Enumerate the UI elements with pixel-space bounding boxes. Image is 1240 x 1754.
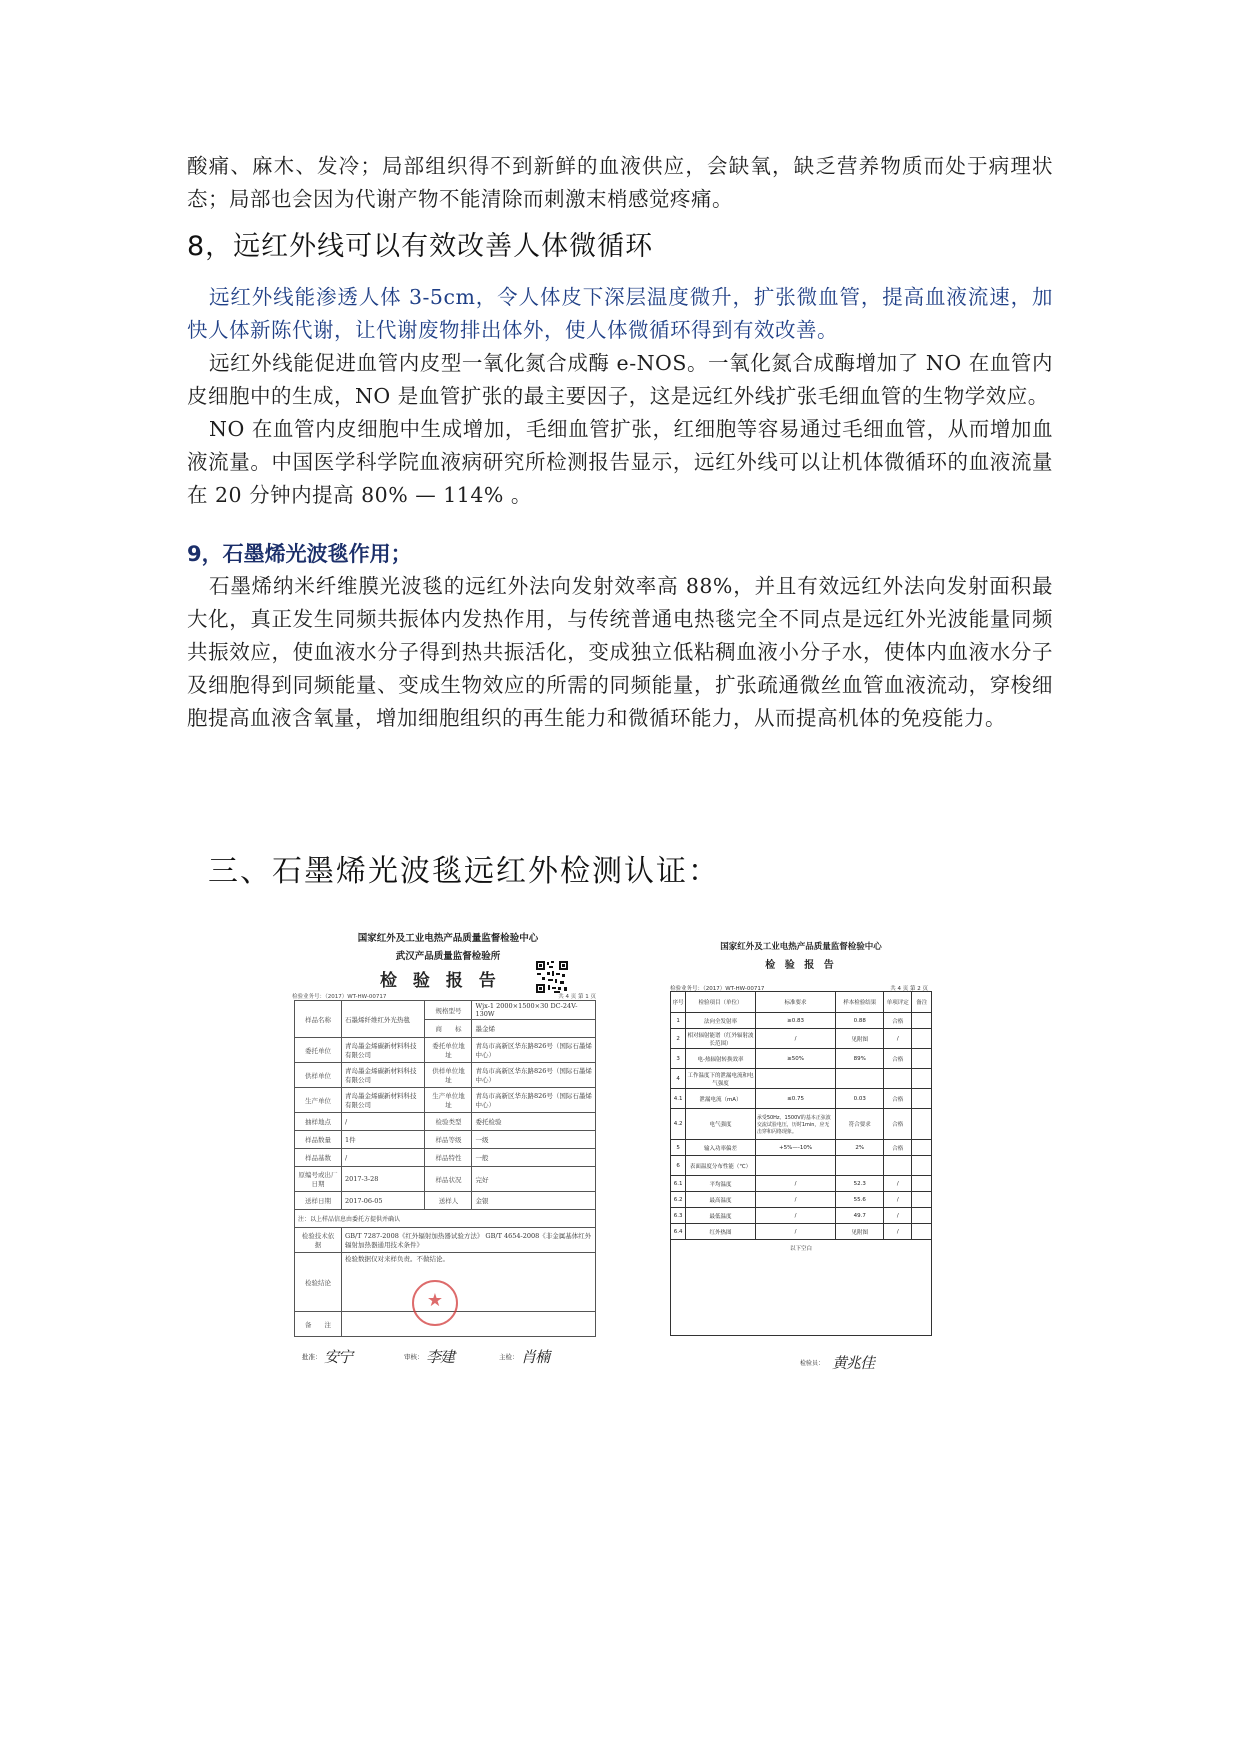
cert2-header-center: 国家红外及工业电热产品质量监督检验中心 bbox=[720, 942, 882, 952]
cert2-page-count: 共 4 页 第 2 页 bbox=[890, 986, 928, 992]
certificate-report-page-1: 国家红外及工业电热产品质量监督检验中心 武汉产品质量监督检验所 检 验 报 告 检验业务号：（2017）WT-HW-00717 共 4 页 第 1 页 样品名称 石墨烯纤维红外光热毯 规格型号 Wjx-1 2000×1500×30 DC-24V-130W 商 标 墨金烯 委托单位 青岛墨金烯碳新材料科技有限公司 委托单位地 址 青岛市高新区华东路826号（国际石墨烯中心） 供样单位 青岛墨金烯碳新材料科技有限公司 供样单位地 址 青岛市高新区华东路826号（国际石墨烯中心） 生产单位 青岛墨金烯碳新材料科技有限公司 生产单位地 址 青岛市高新区华东路826号（国际石墨烯中心） 抽样地点 / 检验类型 委托检验 样品数量 1件 样品等级 一级 样品基数 / 样品特性 一般 原编号或出厂日期 2017-3-28 样品状况 完好 送样日期 2017-06-05 送样人 金银 注：以上样品信息由委托方提供并确认 检验技术依 据 GB/T 7287-2008《红外辐射加热器试验方法》 GB/T 4654-2008《非金属基体红外辐射加热器通用技术条件》 检验结论 检验数据仅对来样负责。不做结论。 备 注 ★ 批准： 安宁 审核： 李建 主检： 肖楠 bbox=[292, 930, 604, 1385]
table-row: 样品基数 / 样品特性 一般 bbox=[295, 1149, 596, 1167]
table-row: 6.3 最低温度 / 49.7 / bbox=[671, 1208, 932, 1224]
section-8-heading: 8，远红外线可以有效改善人体微循环 bbox=[187, 231, 654, 262]
reviewer-signature: 李建 bbox=[426, 1348, 455, 1366]
table-row bbox=[671, 1240, 932, 1256]
inspector-signature: 黄兆佳 bbox=[832, 1354, 875, 1372]
table-row: 原编号或出厂日期 2017-3-28 样品状况 完好 bbox=[295, 1167, 596, 1192]
table-row: 生产单位 青岛墨金烯碳新材料科技有限公司 生产单位地 址 青岛市高新区华东路826号（国际石墨烯中心） bbox=[295, 1088, 596, 1113]
table-row: 送样日期 2017-06-05 送样人 金银 bbox=[295, 1192, 596, 1210]
intro-block bbox=[187, 150, 1053, 216]
cert1-header-institute: 武汉产品质量监督检验所 bbox=[395, 951, 501, 962]
section-8-body bbox=[187, 281, 1053, 512]
table-row: 样品数量 1件 样品等级 一级 bbox=[295, 1131, 596, 1149]
table-row: 4.1 泄漏电流（mA） ≤0.75 0.03 合格 bbox=[671, 1089, 932, 1109]
table-row: 检验结论 检验数据仅对来样负责。不做结论。 bbox=[295, 1253, 596, 1312]
table-header-row: 序号 检验项目（单位） 标准要求 样本检验结果 单项评定 备注 bbox=[671, 992, 932, 1013]
table-row: 供样单位 青岛墨金烯碳新材料科技有限公司 供样单位地 址 青岛市高新区华东路826号（国际石墨烯中心） bbox=[295, 1063, 596, 1088]
official-seal-stamp bbox=[412, 1280, 458, 1326]
table-row: 2 相对辐射能谱（红外辐射波长范围） / 见附图 / bbox=[671, 1029, 932, 1049]
table-row: 商 标 墨金烯 bbox=[295, 1020, 596, 1038]
table-row: 检验技术依 据 GB/T 7287-2008《红外辐射加热器试验方法》 GB/T 4654-2008《非金属基体红外辐射加热器通用技术条件》 bbox=[295, 1228, 596, 1253]
inspector-signature: 肖楠 bbox=[521, 1348, 550, 1366]
cert1-header-center: 国家红外及工业电热产品质量监督检验中心 bbox=[357, 933, 539, 944]
table-row: 注：以上样品信息由委托方提供并确认 bbox=[295, 1210, 596, 1228]
cert2-results-table bbox=[670, 991, 932, 1255]
section-8-paragraph-2: 远红外线能促进血管内皮型一氧化氮合成酶 e-NOS。一氧化氮合成酶增加了 NO 在血管内皮细胞中的生成，NO 是血管扩张的最主要因子，这是远红外线扩张毛细血管的生物学效应。 bbox=[187, 351, 1053, 408]
cert1-title: 检 验 报 告 bbox=[380, 971, 501, 991]
section-9-paragraph: 石墨烯纳米纤维膜光波毯的远红外法向发射效率高 88%，并且有效远红外法向发射面积最大化，真正发生同频共振体内发热作用，与传统普通电热毯完全不同点是远红外光波能量同频共振效应，使血液水分子得到热共振活化，变成独立低粘稠血液小分子水，使体内血液水分子及细胞得到同频能量、变成生物效应的所需的同频能量，扩张疏通微丝血管血液流动，穿梭细胞提高血液含氧量，增加细胞组织的再生能力和微循环能力，从而提高机体的免疫能力。 bbox=[187, 574, 1053, 730]
table-row: 5 输入功率偏差 +5%—-10% 2% 合格 bbox=[671, 1140, 932, 1156]
table-row: 3 电-热辐射转换效率 ≥50% 89% 合格 bbox=[671, 1049, 932, 1069]
table-row: 4 工作温度下的泄漏电流和电气强度 bbox=[671, 1069, 932, 1089]
table-row: 6 表面温度分布性能（℃） bbox=[671, 1156, 932, 1176]
cert1-business-number: 检验业务号：（2017）WT-HW-00717 bbox=[292, 994, 387, 1000]
table-row: 6.2 最高温度 / 55.6 / bbox=[671, 1192, 932, 1208]
cert2-title: 检 验 报 告 bbox=[765, 960, 837, 971]
blank-note: 以下空白 bbox=[671, 1240, 932, 1256]
section-8 bbox=[187, 227, 1053, 267]
intro-paragraph: 酸痛、麻木、发冷；局部组织得不到新鲜的血液供应，会缺氧，缺乏营养物质而处于病理状态；局部也会因为代谢产物不能清除而刺激末梢感觉疼痛。 bbox=[187, 154, 1053, 211]
table-row: 抽样地点 / 检验类型 委托检验 bbox=[295, 1113, 596, 1131]
table-row: 4.2 电气强度 承受50Hz、1500V的基本正弦波交流试验电压，历时1min，应无击穿和闪络现象。 符合要求 合格 bbox=[671, 1109, 932, 1140]
table-row: 1 法向全发射率 ≥0.83 0.88 合格 bbox=[671, 1013, 932, 1029]
cert2-business-number: 检验业务号：（2017）WT-HW-00717 bbox=[670, 986, 765, 992]
table-row: 6.4 红外热图 / 见附图 / bbox=[671, 1224, 932, 1240]
cert1-page-count: 共 4 页 第 1 页 bbox=[558, 994, 596, 1000]
section-9 bbox=[187, 538, 1053, 735]
section-9-heading: 9，石墨烯光波毯作用； bbox=[187, 542, 412, 566]
table-row: 委托单位 青岛墨金烯碳新材料科技有限公司 委托单位地 址 青岛市高新区华东路826号（国际石墨烯中心） bbox=[295, 1038, 596, 1063]
section-8-paragraph-3: NO 在血管内皮细胞中生成增加，毛细血管扩张，红细胞等容易通过毛细血管，从而增加血液流量。中国医学科学院血液病研究所检测报告显示，远红外线可以让机体微循环的血液流量在 20 分钟内提高 80% — 114% 。 bbox=[187, 417, 1053, 507]
certificate-report-page-2: 国家红外及工业电热产品质量监督检验中心 检 验 报 告 检验业务号：（2017）WT-HW-00717 共 4 页 第 2 页 序号 检验项目（单位） 标准要求 样本检验结果 单项评定 备注 1 法向全发射率 ≥0.83 0.88 合格 2 相对辐射能谱（红外辐射波长范围） / 见附图 / 3 电-热辐射转换效率 ≥50% 89% 合格 4 工作温度下的泄漏电流和电气强度 4.1 泄漏电流（mA） ≤0.75 0.03 合格 4.2 电气强度 承受50Hz、1500V的基本正弦波交流试验电压，历时1min，应无击穿和闪络现象。 符合要求 合格 5 输入功率偏差 +5%—-10% 2% 合格 6 表面温度分布性能（℃） 6.1 平均温度 / 52.3 / 6.2 最高温度 / 55.6 / 6.3 最低温度 / 49.7 / 6.4 红外热图 / 见附图 / 以下空白 检验员： 黄兆佳 bbox=[670, 940, 932, 1370]
table-row: 备 注 bbox=[295, 1312, 596, 1337]
table-row: 样品名称 石墨烯纤维红外光热毯 规格型号 Wjx-1 2000×1500×30 DC-24V-130W bbox=[295, 1001, 596, 1020]
qr-code-icon bbox=[535, 960, 569, 994]
section-8-paragraph-1: 远红外线能渗透人体 3-5cm，令人体皮下深层温度微升，扩张微血管，提高血液流速，加快人体新陈代谢，让代谢废物排出体外，使人体微循环得到有效改善。 bbox=[187, 285, 1053, 342]
star-icon: ★ bbox=[426, 1290, 444, 1311]
approver-signature: 安宁 bbox=[324, 1348, 353, 1366]
cert1-number-line bbox=[292, 992, 604, 1000]
table-row: 6.1 平均温度 / 52.3 / bbox=[671, 1176, 932, 1192]
part-3-heading: 三、石墨烯光波毯远红外检测认证： bbox=[208, 854, 720, 889]
